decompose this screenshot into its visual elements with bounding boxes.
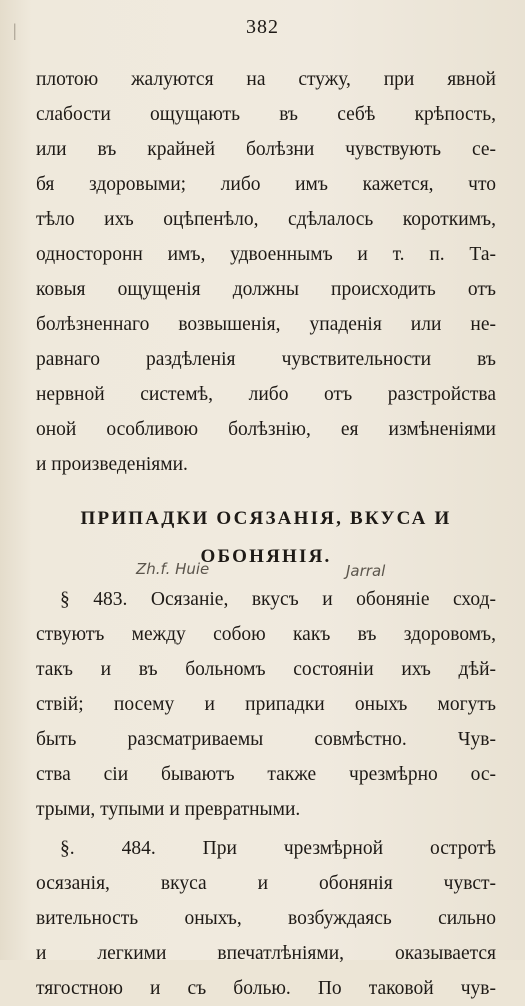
text-line: ствуютъ между собою какъ въ здоровомъ, xyxy=(36,624,496,645)
text-line: болѣзненнаго возвышенія, упаденія или не- xyxy=(36,314,496,335)
handwritten-note: Zh.f. Huie xyxy=(136,560,210,578)
text-line: односторонн имъ, удвоеннымъ и т. п. Та- xyxy=(36,244,496,265)
text-line: нервной системѣ, либо отъ разстройства xyxy=(36,384,496,405)
text-line: оной особливою болѣзнію, ея измѣненіями xyxy=(36,419,496,440)
text-line: вительность оныхъ, возбуждаясь сильно xyxy=(36,908,496,929)
page-number: 382 xyxy=(246,16,279,38)
text-line: §. 484. При чрезмѣрной остротѣ xyxy=(60,838,496,859)
heading-line: ПРИПАДКИ ОСЯЗАНІЯ, ВКУСА И xyxy=(80,508,452,529)
body-text xyxy=(36,62,496,1006)
text-line: и произведеніями. xyxy=(36,454,188,475)
paragraph-484 xyxy=(36,831,496,1006)
heading-line: ОБОНЯНІЯ. xyxy=(200,546,332,567)
text-line: бя здоровыми; либо имъ кажется, что xyxy=(36,174,496,195)
margin-mark-left: | xyxy=(12,20,17,40)
text-line: § 483. Осязаніе, вкусъ и обоняніе сход- xyxy=(60,589,496,610)
text-line: слабости ощущають въ себѣ крѣпость, xyxy=(36,104,496,125)
text-line: такъ и въ больномъ состояніи ихъ дѣй- xyxy=(36,659,496,680)
text-line: равнаго раздѣленія чувствительности въ xyxy=(36,349,496,370)
text-line: ствій; посему и припадки оныхъ могутъ xyxy=(36,694,496,715)
text-line: и легкими впечатлѣніями, оказывается xyxy=(36,943,496,964)
paragraph-483 xyxy=(36,560,496,827)
text-line: тѣло ихъ оцѣпенѣло, сдѣлалось короткимъ, xyxy=(36,209,496,230)
text-line: трыми, тупыми и превратными. xyxy=(36,799,301,820)
handwritten-note: Jarral xyxy=(346,562,386,580)
text-line: ства сіи бываютъ также чрезмѣрно ос- xyxy=(36,764,496,785)
text-line: тягостною и съ болью. По таковой чув- xyxy=(36,978,496,999)
text-line: или въ крайней болѣзни чувствують се- xyxy=(36,139,496,160)
text-line: ковыя ощущенія должны происходить отъ xyxy=(36,279,496,300)
text-line: плотою жалуются на стужу, при явной xyxy=(36,69,496,90)
section-heading xyxy=(36,500,496,576)
paragraph-1 xyxy=(36,62,496,482)
text-line: быть разсматриваемы совмѣстно. Чув- xyxy=(36,729,496,750)
text-line: осязанія, вкуса и обонянія чувст- xyxy=(36,873,496,894)
